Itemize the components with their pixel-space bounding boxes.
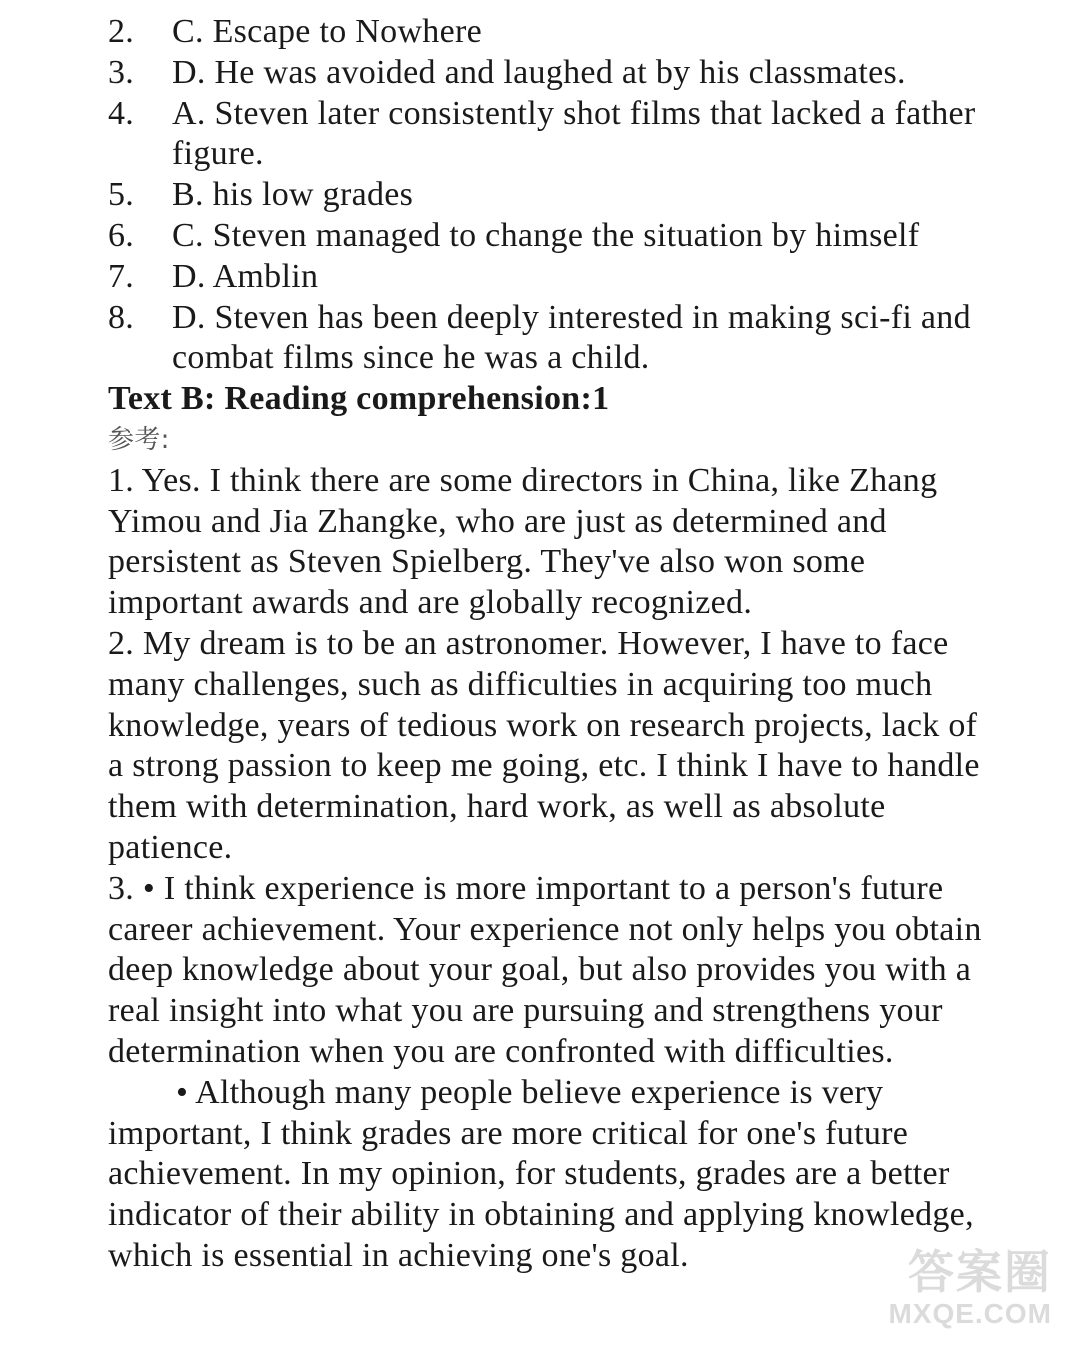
answer-number: 3.	[108, 53, 135, 91]
answer-text: D. Amblin	[172, 257, 319, 295]
answer-list	[108, 12, 988, 379]
answer-text: B. his low grades	[172, 176, 414, 214]
answer-text: C. Escape to Nowhere	[172, 13, 483, 50]
answer-item	[108, 12, 988, 53]
answer-number: 6.	[108, 216, 135, 254]
answer-item	[108, 257, 988, 298]
answer-number: 2.	[108, 13, 135, 50]
answer-text: D. He was avoided and laughed at by his classmates.	[172, 53, 906, 91]
answer-item	[108, 94, 988, 176]
watermark-logo-text: 答案圈	[908, 1245, 1052, 1299]
answer-paragraph-4: • Although many people believe experience is very important, I think grades are more critical for one's future achievement. In my opinion, for students, grades are a better indicator of their ability in obtaining and applying knowledge, which is essential in achieving one's goal.	[108, 1073, 974, 1274]
answer-number: 8.	[108, 298, 135, 336]
answer-text: C. Steven managed to change the situation by himself	[172, 216, 920, 254]
answer-paragraph-2: 2. My dream is to be an astronomer. However, I have to face many challenges, such as difficulties in acquiring too much knowledge, years of tedious work on research projects, lack of a strong passion to keep me going, etc. I think I have to handle them with determination, hard work, as well as absolute patience.	[108, 624, 980, 866]
answer-number: 5.	[108, 176, 135, 214]
answer-item	[108, 298, 988, 380]
watermark-url: MXQE.COM	[888, 1298, 1052, 1329]
answer-paragraph-1: 1. Yes. I think there are some directors in China, like Zhang Yimou and Jia Zhangke, who are just as determined and persistent as Steven Spielberg. They've also won some important awards and are globally recognized.	[108, 461, 938, 622]
document-page	[108, 12, 988, 1277]
answer-number: 4.	[108, 94, 135, 132]
answer-paragraph-3: 3. • I think experience is more important to a person's future career achievement. Your experience not only helps you obtain deep knowledge about your goal, but also provides you with a real insight into what you are pursuing and strengthens your determination when you are confronted with difficulties.	[108, 869, 982, 1070]
answer-text: A. Steven later consistently shot films that lacked a father figure.	[172, 94, 976, 173]
answer-item	[108, 216, 988, 257]
section-heading: Text B: Reading comprehension:1	[108, 380, 610, 418]
watermark-logo	[882, 1247, 1052, 1343]
reference-label: 参考:	[108, 424, 170, 455]
answer-item	[108, 53, 988, 94]
answer-number: 7.	[108, 257, 135, 295]
answer-item	[108, 175, 988, 216]
answer-text: D. Steven has been deeply interested in making sci-fi and combat films since he was a child.	[172, 298, 971, 377]
